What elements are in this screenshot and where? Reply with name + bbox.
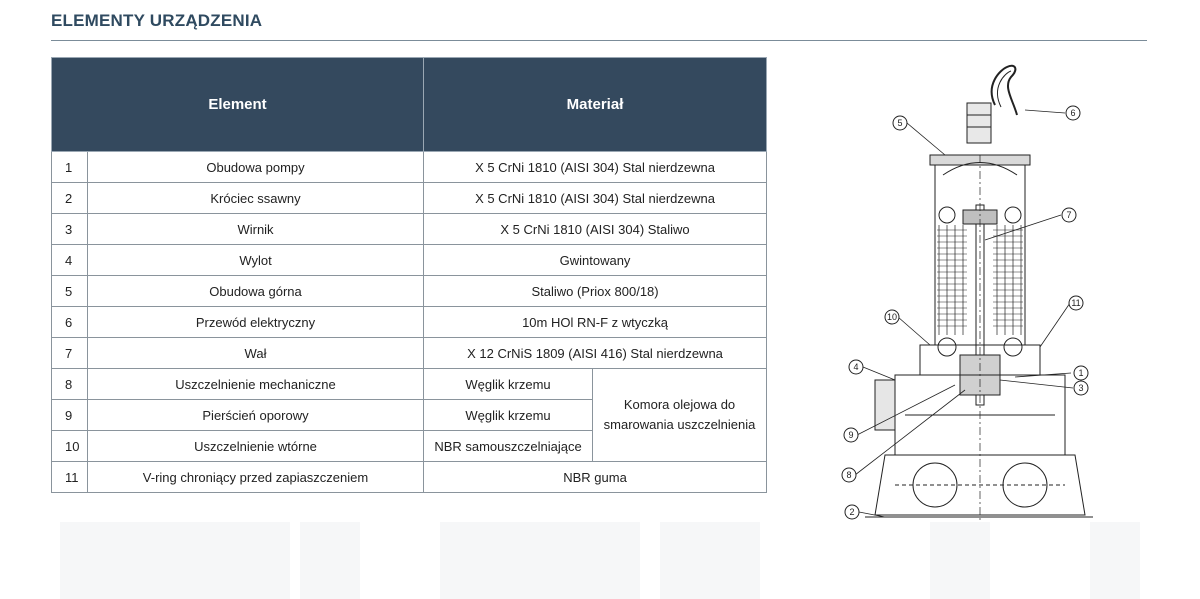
row-element: Wylot — [88, 245, 424, 276]
table-row — [52, 214, 767, 245]
row-material: X 5 CrNi 1810 (AISI 304) Stal nierdzewna — [424, 183, 767, 214]
row-material: NBR samouszczelniające — [424, 431, 593, 462]
background-shape — [930, 522, 990, 599]
row-number: 5 — [52, 276, 88, 307]
row-element: Uszczelnienie wtórne — [88, 431, 424, 462]
row-number: 6 — [52, 307, 88, 338]
row-element: Wirnik — [88, 214, 424, 245]
background-shape — [60, 522, 290, 599]
row-element: Uszczelnienie mechaniczne — [88, 369, 424, 400]
row-element: V-ring chroniący przed zapiaszczeniem — [88, 462, 424, 493]
row-material: X 5 CrNi 1810 (AISI 304) Stal nierdzewna — [424, 152, 767, 183]
background-shape — [440, 522, 640, 599]
row-element: Pierścień oporowy — [88, 400, 424, 431]
row-number: 10 — [52, 431, 88, 462]
callout-label: 7 — [1066, 210, 1072, 220]
table-row — [52, 245, 767, 276]
row-number: 8 — [52, 369, 88, 400]
callout-label: 5 — [897, 118, 903, 128]
row-number: 11 — [52, 462, 88, 493]
callout-label: 2 — [849, 507, 855, 517]
row-number: 9 — [52, 400, 88, 431]
callout-label: 10 — [886, 312, 898, 322]
background-shape — [660, 522, 760, 599]
table-row — [52, 369, 767, 400]
row-element: Obudowa górna — [88, 276, 424, 307]
callout-label: 3 — [1078, 383, 1084, 393]
callout-label: 4 — [853, 362, 859, 372]
parts-table — [51, 57, 767, 493]
row-material: X 12 CrNiS 1809 (AISI 416) Stal nierdzewna — [424, 338, 767, 369]
table-row — [52, 152, 767, 183]
row-number: 4 — [52, 245, 88, 276]
callout-label: 6 — [1070, 108, 1076, 118]
callout-label: 9 — [848, 430, 854, 440]
table-row — [52, 307, 767, 338]
row-element: Obudowa pompy — [88, 152, 424, 183]
row-element: Króciec ssawny — [88, 183, 424, 214]
column-header-element: Element — [52, 58, 424, 152]
background-shape — [300, 522, 360, 599]
row-material: Węglik krzemu — [424, 369, 593, 400]
row-material: NBR guma — [424, 462, 767, 493]
row-material: Węglik krzemu — [424, 400, 593, 431]
table-row — [52, 338, 767, 369]
heading-divider — [51, 40, 1147, 41]
section-heading: ELEMENTY URZĄDZENIA — [51, 11, 263, 30]
row-material: 10m HOl RN-F z wtyczką — [424, 307, 767, 338]
row-number: 1 — [52, 152, 88, 183]
callout-label: 11 — [1071, 298, 1081, 308]
column-header-material: Materiał — [424, 58, 767, 152]
table-row — [52, 183, 767, 214]
row-element: Wał — [88, 338, 424, 369]
row-material: X 5 CrNi 1810 (AISI 304) Staliwo — [424, 214, 767, 245]
callout-label: 1 — [1078, 368, 1084, 378]
row-number: 3 — [52, 214, 88, 245]
oil-chamber-note: Komora olejowa do smarowania uszczelnienia — [593, 369, 767, 462]
callout-label: 8 — [846, 470, 852, 480]
row-number: 2 — [52, 183, 88, 214]
table-row — [52, 462, 767, 493]
background-shape — [1090, 522, 1140, 599]
row-material: Gwintowany — [424, 245, 767, 276]
table-row — [52, 276, 767, 307]
row-number: 7 — [52, 338, 88, 369]
table-header-row — [52, 58, 767, 152]
row-material: Staliwo (Priox 800/18) — [424, 276, 767, 307]
row-element: Przewód elektryczny — [88, 307, 424, 338]
pump-cross-section-diagram — [835, 55, 1095, 530]
